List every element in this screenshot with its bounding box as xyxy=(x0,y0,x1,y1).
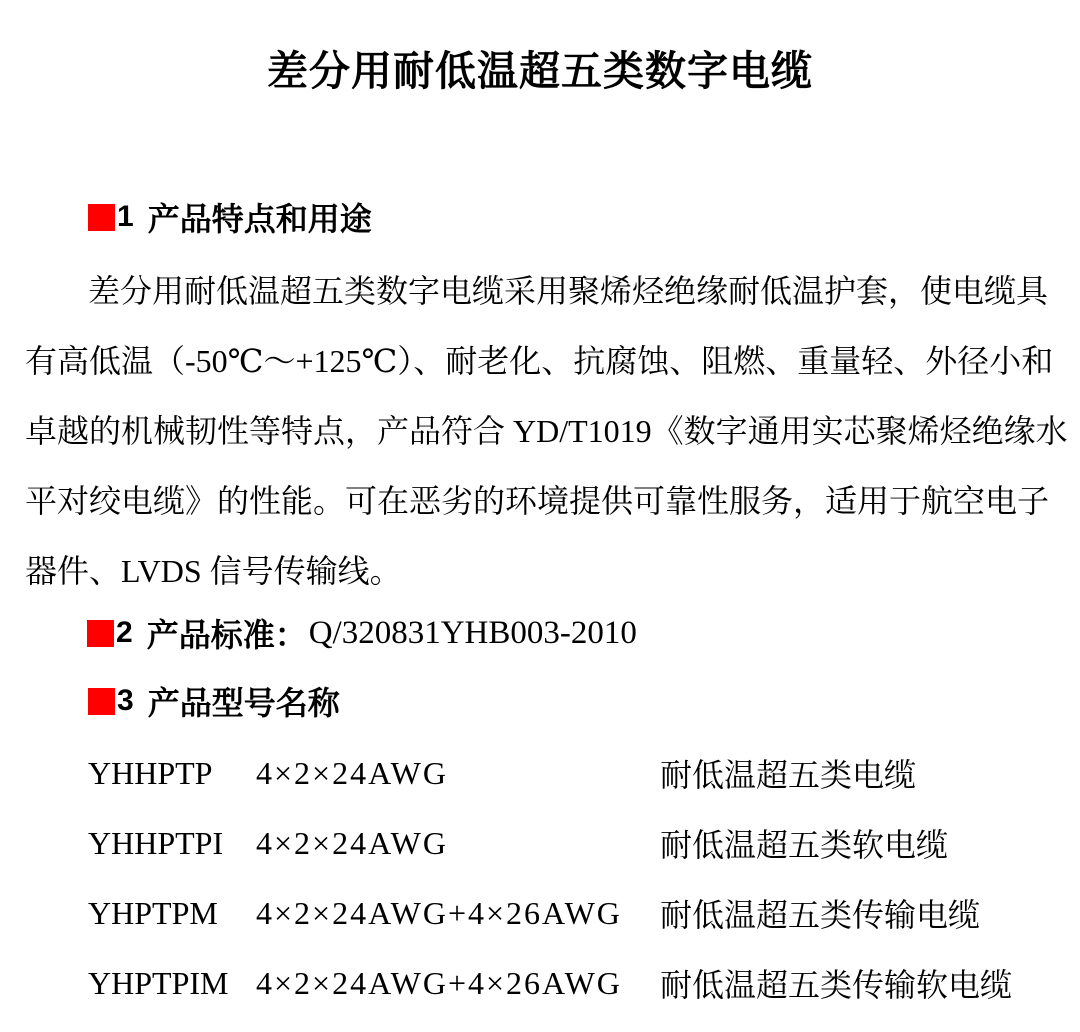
section-number: 2 xyxy=(116,616,133,649)
product-name: 耐低温超五类电缆 xyxy=(660,757,917,793)
product-name: 耐低温超五类软电缆 xyxy=(660,827,949,863)
paragraph-line: 差分用耐低温超五类数字电缆采用聚烯烃绝缘耐低温护套，使电缆具 xyxy=(88,273,1049,309)
product-spec: 4×2×24AWG xyxy=(256,824,448,861)
product-spec: 4×2×24AWG+4×26AWG xyxy=(256,964,622,1001)
product-model: YHPTPIM xyxy=(88,964,229,1001)
section-title: 产品型号名称 xyxy=(147,685,340,721)
section-title: 产品标准： xyxy=(146,617,307,653)
section-bullet-icon xyxy=(88,688,115,715)
features-paragraph xyxy=(25,254,1068,604)
section-number: 1 xyxy=(117,200,134,233)
product-model: YHPTPM xyxy=(88,894,218,931)
paragraph-line: 卓越的机械韧性等特点，产品符合 YD/T1019《数字通用实芯聚烯烃绝缘水 xyxy=(25,413,1068,449)
standard-code: Q/320831YHB003-2010 xyxy=(308,614,637,651)
section-bullet-icon xyxy=(88,204,115,231)
product-row xyxy=(88,878,1048,948)
product-spec: 4×2×24AWG xyxy=(256,754,448,791)
section-title: 产品特点和用途 xyxy=(147,201,372,237)
page-title: 差分用耐低温超五类数字电缆 xyxy=(267,48,813,94)
product-row xyxy=(88,948,1048,1018)
product-row xyxy=(88,738,1048,808)
section-number: 3 xyxy=(117,684,134,717)
paragraph-line: 有高低温（-50℃～+125℃）、耐老化、抗腐蚀、阻燃、重量轻、外径小和 xyxy=(25,343,1054,379)
section-heading-standard xyxy=(87,615,637,651)
section-bullet-icon xyxy=(87,620,114,647)
paragraph-line: 器件、LVDS 信号传输线。 xyxy=(25,553,402,589)
product-list xyxy=(88,738,1048,1018)
product-model: YHHPTPI xyxy=(88,824,224,861)
section-heading-models xyxy=(88,683,340,719)
product-row xyxy=(88,808,1048,878)
product-spec: 4×2×24AWG+4×26AWG xyxy=(256,894,622,931)
section-heading-features xyxy=(88,199,372,235)
product-name: 耐低温超五类传输软电缆 xyxy=(660,967,1013,1003)
product-name: 耐低温超五类传输电缆 xyxy=(660,897,981,933)
paragraph-line: 平对绞电缆》的性能。可在恶劣的环境提供可靠性服务，适用于航空电子 xyxy=(25,483,1050,519)
product-model: YHHPTP xyxy=(88,754,213,791)
